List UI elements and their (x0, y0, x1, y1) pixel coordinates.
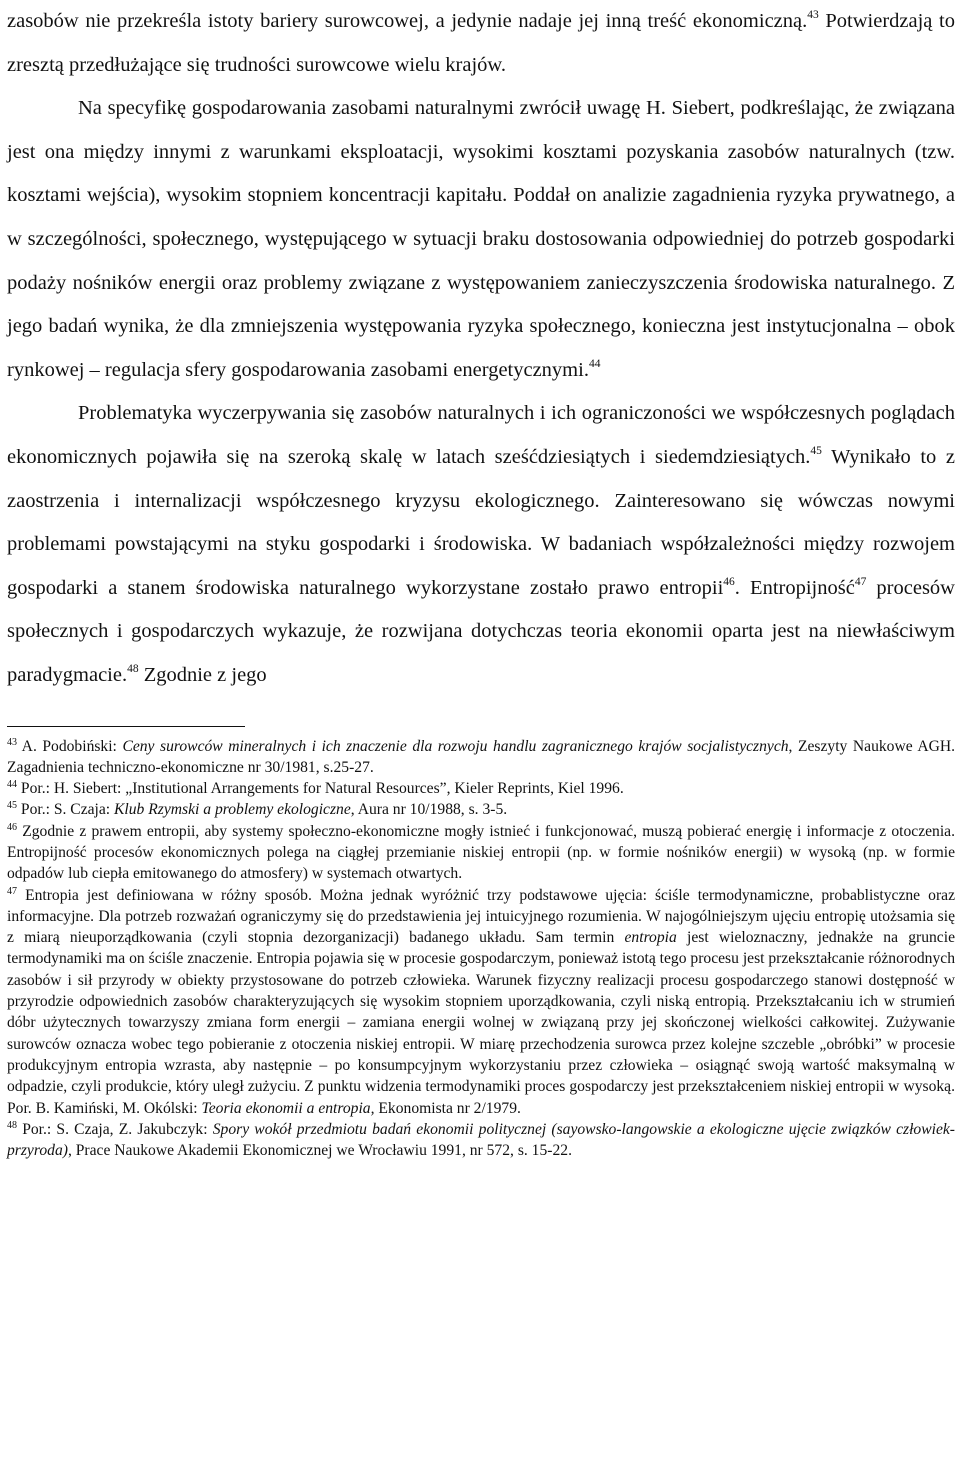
footnote-text: jest wieloznaczny, jednakże na gruncie termodynamiki ma on ściśle znaczenie. Entropia pojawia się w procesie gospodarczym, ponieważ istotą tego procesu jest przekształcanie różnorodnych zasobów i sił przyrody w obiekty przystosowane do potrzeb człowieka. Warunek fizyczny realizacji procesu gospodarczego stanowi dostępność w przyrodzie odpowiednich zasobów charakteryzujących się wysokim stopniem uporządkowania, czyli niską entropią. Przekształcaniu ich w strumień dóbr użytecznych towarzyszy zmiana form energii – zamiana energii wolnej w związaną przy jej skończonej wielkości całkowitej. Zużywanie surowców oznacza wobec tego pobieranie z otoczenia niskiej entropii. W miarę przechodzenia surowca przez kolejne szczeble „obróbki” w procesie produkcyjnym entropia wzrasta, aby następnie – po konsumpcyjnym wykorzystaniu przez człowieka – osiągnąć swoją wartość maksymalną w odpadzie, czyli produkcie, który uległ zużyciu. Z punktu widzenia termodynamiki proces gospodarczy jest przekształceniem niskiej entropii w wysoką. Por. B. Kamiński, M. Okólski: (7, 929, 955, 1117)
footnote-text: Por.: S. Czaja, Z. Jakubczyk: (17, 1120, 213, 1138)
footnote-number: 44 (7, 779, 17, 791)
paragraph-3-text-b: Wynikało to z zaostrzenia i internalizacji współczesnego kryzysu ekologicznego. Zainteresowano się wówczas nowymi problemami powstającymi na styku gospodarki i środowiska. W badaniach współzależności między rozwojem gospodarki a stanem środowiska naturalnego wykorzystane zostało prawo entropii (7, 445, 955, 599)
paragraph-2-text: Na specyfikę gospodarowania zasobami naturalnymi zwrócił uwagę H. Siebert, podkreślając, że związana jest ona między innymi z warunkami eksploatacji, wysokimi kosztami pozyskania zasobów naturalnych (tzw. kosztami wejścia), wysokim stopniem koncentracji kapitału. Poddał on analizie zagadnienia ryzyka prywatnego, a w szczególności, społecznego, występującego w sytuacji braku dostosowania odpowiedniej do potrzeb gospodarki podaży nośników energii oraz problemy związane z występowaniem zanieczyszczenia środowiska naturalnego. Z jego badań wynika, że dla zmniejszenia występowania ryzyka społecznego, konieczna jest instytucjonalna – obok rynkowej – regulacja sfery gospodarowania zasobami energetycznymi. (7, 97, 955, 381)
paragraph-1 (7, 0, 955, 87)
footnote-45 (7, 799, 955, 820)
paragraph-3-text-a: Problematyka wyczerpywania się zasobów naturalnych i ich ograniczoności we współczesnych poglądach ekonomicznych pojawiła się na szeroką skalę w latach sześćdziesiątych i siedemdziesiątych. (7, 402, 955, 468)
footnote-47 (7, 885, 955, 1119)
footnote-44 (7, 778, 955, 799)
paragraph-3-text-e: Zgodnie z jego (138, 663, 267, 686)
paragraph-3-text-c: . Entropijność (734, 576, 855, 599)
footnote-number: 48 (7, 1119, 17, 1131)
footnote-number: 47 (7, 885, 17, 897)
footnote-48 (7, 1119, 955, 1162)
paragraph-2 (7, 87, 955, 392)
footnote-text: Zgodnie z prawem entropii, aby systemy społeczno-ekonomiczne mogły istnieć i funkcjonować, muszą pobierać energię i informacje z otoczenia. Entropijność procesów ekonomicznych polega na ciągłej przemianie niskiej entropii (np. w formie nośników energii) w wysoką (np. w formie odpadów lub ciepła emitowanego do atmosfery) w systemach otwartych. (7, 822, 955, 883)
footnote-ref-45[interactable]: 45 (810, 444, 822, 457)
footnote-ref-46[interactable]: 46 (723, 575, 735, 588)
footnote-ref-44[interactable]: 44 (588, 357, 601, 370)
footnote-title: Teoria ekonomii a entropia, (201, 1099, 375, 1117)
footnotes (7, 736, 955, 1162)
footnote-text: , Prace Naukowe Akademii Ekonomicznej we Wrocławiu 1991, nr 572, s. 15-22. (67, 1142, 572, 1160)
footnote-ref-47[interactable]: 47 (854, 575, 867, 588)
footnote-title: Klub Rzymski a problemy ekologiczne (114, 801, 351, 819)
footnote-text: , Zeszyty Naukowe AGH. Zagadnienia techniczno-ekonomiczne nr 30/1981, s.25-27. (7, 737, 955, 776)
footnote-ref-48[interactable]: 48 (127, 662, 139, 675)
paragraph-1-text-a: zasobów nie przekreśla istoty bariery surowcowej, a jedynie nadaje jej inną treść ekonomiczną. (7, 10, 808, 32)
paragraph-3-text-d: procesów społecznych i gospodarczych wykazuje, że rozwijana dotychczas teoria ekonomii oparta jest na niewłaściwym paradygmacie. (7, 576, 955, 686)
footnote-title: Ceny surowców mineralnych i ich znaczenie dla rozwoju handlu zagranicznego krajów socjalistycznych (122, 737, 789, 755)
footnote-text: A. Podobiński: (17, 737, 123, 755)
footnote-text: , Aura nr 10/1988, s. 3-5. (350, 801, 508, 819)
footnote-number: 43 (7, 736, 17, 748)
footnote-text: Por.: H. Siebert: „Institutional Arrangements for Natural Resources”, Kieler Reprints, Kiel 1996. (17, 780, 624, 798)
footnote-text: Ekonomista nr 2/1979. (374, 1099, 521, 1117)
document-page (7, 0, 955, 1161)
footnote-text: Por.: S. Czaja: (17, 801, 115, 819)
footnote-46 (7, 821, 955, 885)
footnote-43 (7, 736, 955, 779)
footnote-ref-43[interactable]: 43 (807, 9, 819, 21)
footnote-number: 45 (7, 800, 17, 812)
paragraph-3 (7, 392, 955, 697)
footnote-number: 46 (7, 821, 17, 833)
footnote-term: entropia (624, 929, 677, 947)
footnote-title: Spory wokół przedmiotu badań ekonomii politycznej (sayowsko-langowskie a ekologiczne ujęcie związków człowiek-przyroda) (7, 1120, 955, 1160)
footnote-text: Entropia jest definiowana w różny sposób. Można jednak wyróżnić trzy podstawowe ujęcia: ściśle termodynamiczne, probablistyczne oraz informacyjne. Dla potrzeb rozważań ograniczymy się do przedstawienia jej intuicyjnego rozumienia. W najogólniejszym ujęciu entropię utożsamia się z miarą nieuporządkowania (czyli stopnia dezorganizacji) badanego układu. Sam termin (7, 886, 955, 947)
footnote-separator (7, 726, 245, 727)
body-text (7, 0, 955, 698)
paragraph-1-text-b: Potwierdzają to zresztą przedłużające się trudności surowcowe wielu krajów. (7, 10, 955, 76)
